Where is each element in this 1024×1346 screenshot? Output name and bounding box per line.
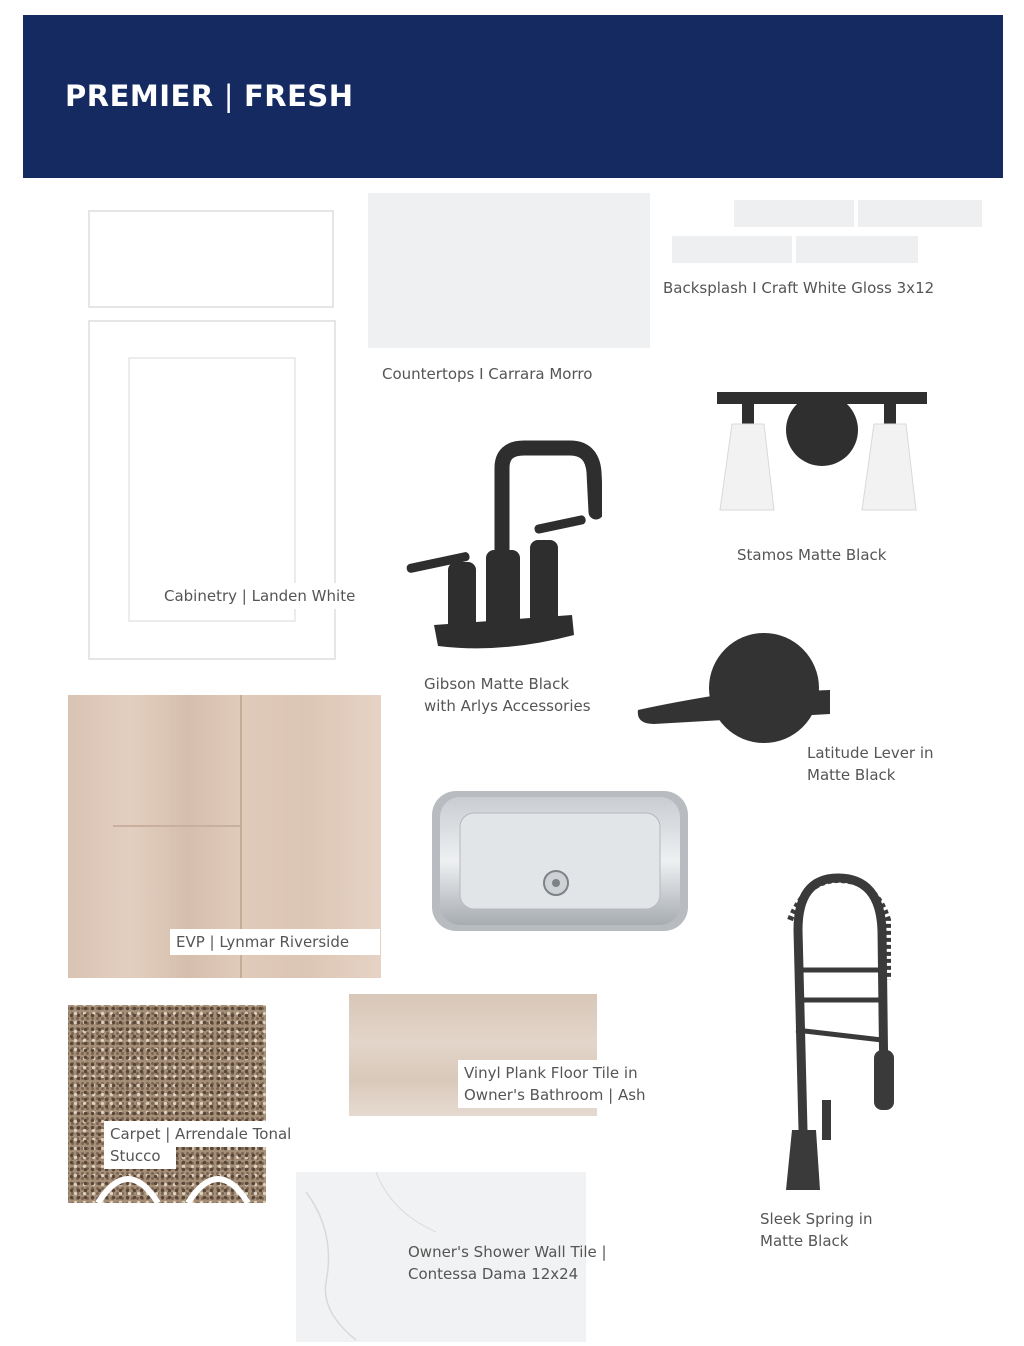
vanity-light-label: Stamos Matte Black (737, 546, 887, 564)
page-title (65, 79, 354, 113)
backsplash-label: Backsplash I Craft White Gloss 3x12 (663, 279, 935, 297)
vinyl-label-2: Owner's Bathroom | Ash (458, 1084, 682, 1108)
brand-name: PREMIER (65, 79, 214, 113)
carpet-label-1: Carpet | Arrendale Tonal (104, 1121, 324, 1147)
collection-name: FRESH (243, 79, 354, 113)
evp-label: EVP | Lynmar Riverside (170, 929, 380, 955)
vinyl-label-1: Vinyl Plank Floor Tile in (458, 1060, 682, 1086)
kitchen-faucet-icon (776, 870, 906, 1195)
shower-tile-label-1: Owner's Shower Wall Tile | (408, 1243, 607, 1261)
bathroom-faucet-icon (402, 440, 602, 655)
kitchen-faucet-label-2: Matte Black (760, 1232, 849, 1250)
title-separator: | (223, 79, 234, 113)
shower-tile-label-2: Contessa Dama 12x24 (408, 1265, 579, 1283)
countertops-label: Countertops I Carrara Morro (382, 365, 593, 383)
backsplash-tile (796, 236, 918, 263)
sink-icon (428, 785, 693, 935)
kitchen-faucet-label-1: Sleek Spring in (760, 1210, 873, 1228)
countertop-swatch (368, 193, 650, 348)
backsplash-tile (672, 236, 792, 263)
backsplash-tile (734, 200, 854, 227)
door-lever-label-1: Latitude Lever in (807, 744, 934, 762)
carpet-swatch (68, 1005, 266, 1203)
bathroom-faucet-label-2: with Arlys Accessories (424, 697, 591, 715)
carpet-label-2: Stucco (104, 1145, 176, 1169)
door-lever-icon (634, 632, 834, 747)
header-banner (23, 15, 1003, 178)
bathroom-faucet-label-1: Gibson Matte Black (424, 675, 570, 693)
cabinetry-label: Cabinetry | Landen White (158, 583, 361, 609)
plank-seam (113, 825, 240, 827)
cabinet-drawer-swatch (88, 210, 334, 308)
backsplash-tile (858, 200, 982, 227)
door-lever-label-2: Matte Black (807, 766, 896, 784)
vanity-light-icon (712, 388, 932, 516)
